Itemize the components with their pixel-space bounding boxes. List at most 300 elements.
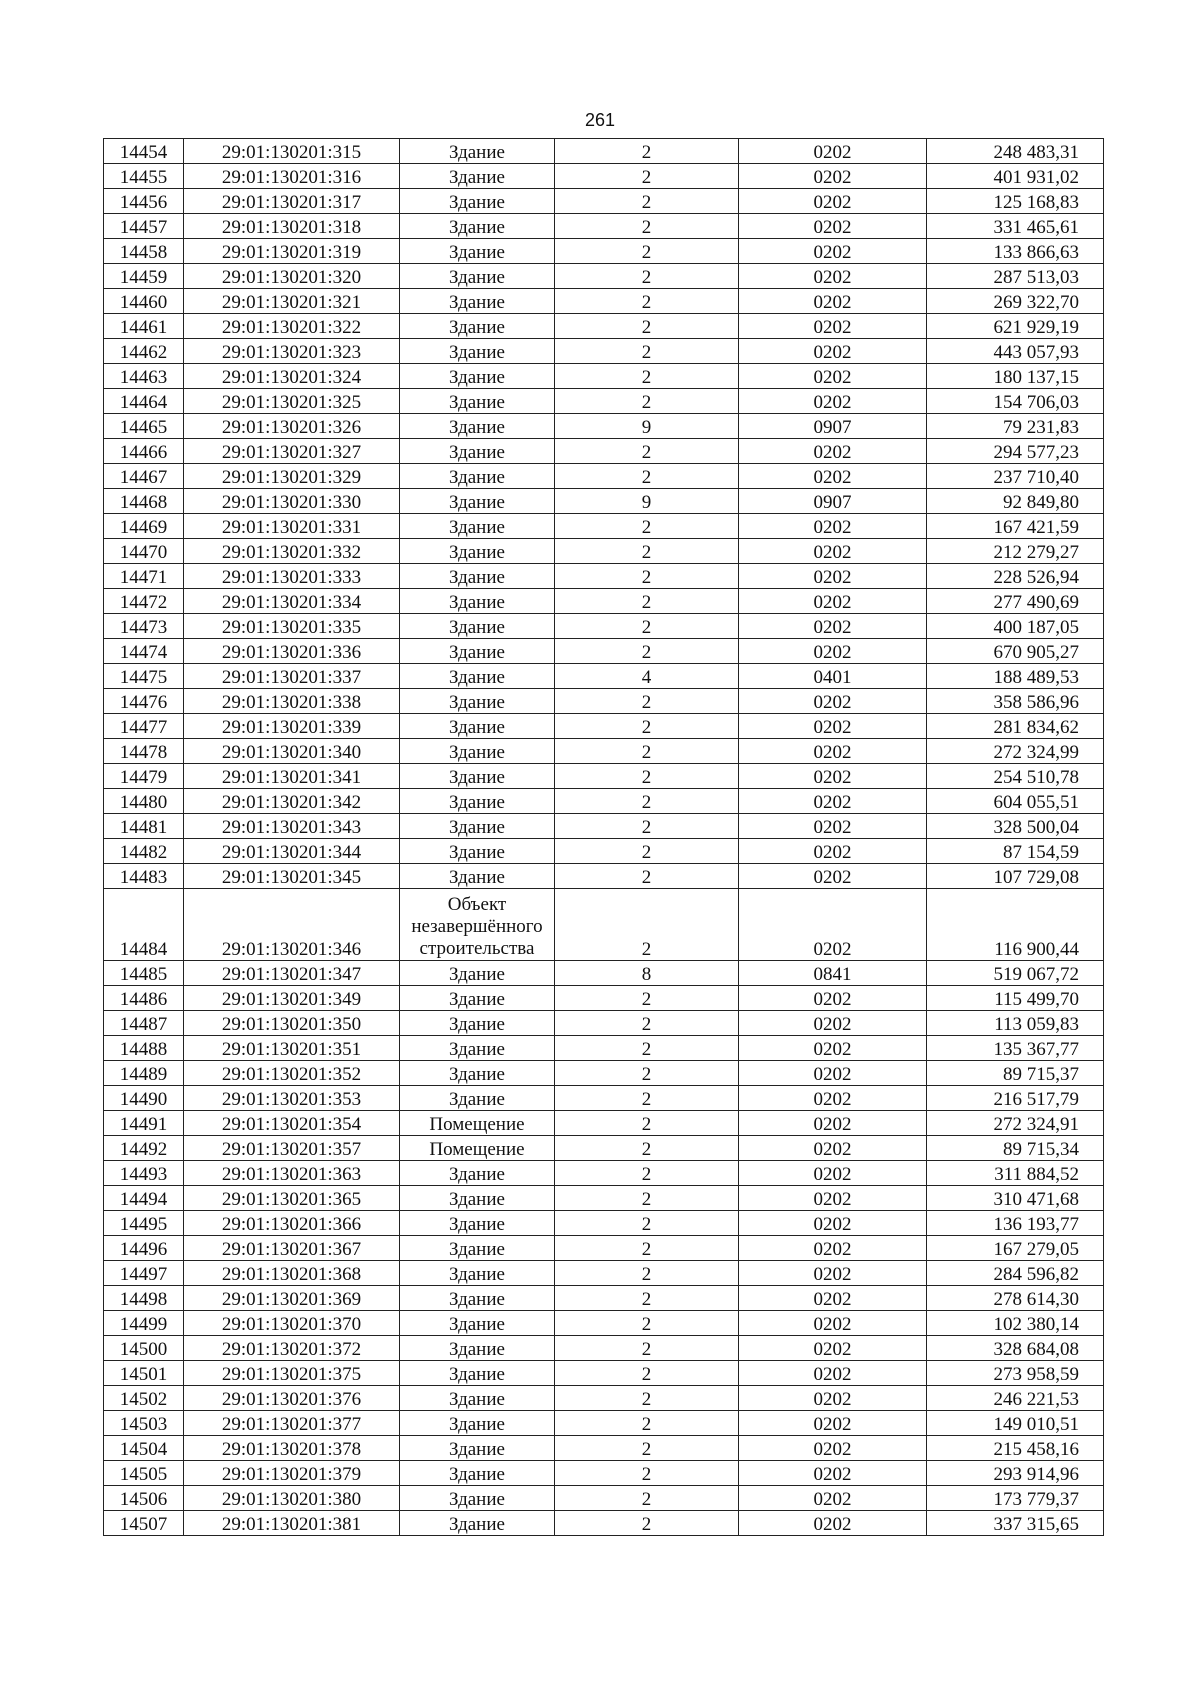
value-cell: 89 715,34 <box>927 1136 1104 1161</box>
value-cell: 248 483,31 <box>927 139 1104 164</box>
cadastral-number-cell: 29:01:130201:353 <box>184 1086 400 1111</box>
cadastral-number-cell: 29:01:130201:372 <box>184 1336 400 1361</box>
cadastral-number-cell: 29:01:130201:351 <box>184 1036 400 1061</box>
value-cell: 113 059,83 <box>927 1011 1104 1036</box>
code-cell: 0841 <box>739 961 927 986</box>
object-type-cell: Здание <box>400 639 555 664</box>
row-number-cell: 14487 <box>104 1011 184 1036</box>
group-cell: 2 <box>555 1161 739 1186</box>
table-row <box>104 164 1104 189</box>
object-type-cell: Здание <box>400 739 555 764</box>
row-number-cell: 14489 <box>104 1061 184 1086</box>
object-type-cell: Здание <box>400 1461 555 1486</box>
object-type-cell: Здание <box>400 239 555 264</box>
table-row <box>104 1036 1104 1061</box>
object-type-cell: Здание <box>400 564 555 589</box>
table-row <box>104 764 1104 789</box>
row-number-cell: 14468 <box>104 489 184 514</box>
row-number-cell: 14463 <box>104 364 184 389</box>
row-number-cell: 14458 <box>104 239 184 264</box>
cadastral-number-cell: 29:01:130201:340 <box>184 739 400 764</box>
table-row <box>104 689 1104 714</box>
code-cell: 0907 <box>739 489 927 514</box>
object-type-cell: Здание <box>400 1286 555 1311</box>
object-type-cell: Здание <box>400 214 555 239</box>
code-cell: 0202 <box>739 1186 927 1211</box>
table-row <box>104 464 1104 489</box>
group-cell: 2 <box>555 1236 739 1261</box>
row-number-cell: 14471 <box>104 564 184 589</box>
group-cell: 2 <box>555 1061 739 1086</box>
cadastral-number-cell: 29:01:130201:318 <box>184 214 400 239</box>
object-type-cell: Здание <box>400 1061 555 1086</box>
table-row <box>104 839 1104 864</box>
object-type-cell: Здание <box>400 814 555 839</box>
group-cell: 2 <box>555 1086 739 1111</box>
table-row <box>104 214 1104 239</box>
table-row <box>104 389 1104 414</box>
cadastral-number-cell: 29:01:130201:343 <box>184 814 400 839</box>
group-cell: 2 <box>555 1411 739 1436</box>
object-type-cell: Здание <box>400 1011 555 1036</box>
object-type-cell: Здание <box>400 589 555 614</box>
group-cell: 2 <box>555 139 739 164</box>
object-type-cell: Здание <box>400 1486 555 1511</box>
row-number-cell: 14502 <box>104 1386 184 1411</box>
table-row <box>104 1436 1104 1461</box>
group-cell: 2 <box>555 289 739 314</box>
cadastral-number-cell: 29:01:130201:324 <box>184 364 400 389</box>
code-cell: 0202 <box>739 986 927 1011</box>
table-row <box>104 1086 1104 1111</box>
cadastral-number-cell: 29:01:130201:344 <box>184 839 400 864</box>
object-type-cell: Здание <box>400 839 555 864</box>
code-cell: 0202 <box>739 1336 927 1361</box>
cadastral-number-cell: 29:01:130201:357 <box>184 1136 400 1161</box>
object-type-cell: Здание <box>400 189 555 214</box>
cadastral-number-cell: 29:01:130201:316 <box>184 164 400 189</box>
group-cell: 2 <box>555 1511 739 1536</box>
group-cell: 2 <box>555 339 739 364</box>
code-cell: 0202 <box>739 689 927 714</box>
value-cell: 215 458,16 <box>927 1436 1104 1461</box>
group-cell: 2 <box>555 739 739 764</box>
object-type-cell: Здание <box>400 414 555 439</box>
value-cell: 670 905,27 <box>927 639 1104 664</box>
value-cell: 284 596,82 <box>927 1261 1104 1286</box>
row-number-cell: 14469 <box>104 514 184 539</box>
object-type-cell: Здание <box>400 1311 555 1336</box>
row-number-cell: 14462 <box>104 339 184 364</box>
table-row <box>104 414 1104 439</box>
cadastral-number-cell: 29:01:130201:350 <box>184 1011 400 1036</box>
object-type-cell: Здание <box>400 1236 555 1261</box>
value-cell: 269 322,70 <box>927 289 1104 314</box>
table-row <box>104 1186 1104 1211</box>
row-number-cell: 14503 <box>104 1411 184 1436</box>
cadastral-number-cell: 29:01:130201:375 <box>184 1361 400 1386</box>
cadastral-number-cell: 29:01:130201:380 <box>184 1486 400 1511</box>
value-cell: 272 324,91 <box>927 1111 1104 1136</box>
code-cell: 0202 <box>739 1436 927 1461</box>
table-row <box>104 1011 1104 1036</box>
code-cell: 0202 <box>739 439 927 464</box>
object-type-cell: Здание <box>400 339 555 364</box>
row-number-cell: 14454 <box>104 139 184 164</box>
group-cell: 2 <box>555 889 739 961</box>
object-type-cell: Помещение <box>400 1136 555 1161</box>
object-type-cell: Здание <box>400 1186 555 1211</box>
group-cell: 2 <box>555 1386 739 1411</box>
table-row <box>104 1261 1104 1286</box>
group-cell: 2 <box>555 1286 739 1311</box>
cadastral-number-cell: 29:01:130201:379 <box>184 1461 400 1486</box>
table-row <box>104 589 1104 614</box>
row-number-cell: 14497 <box>104 1261 184 1286</box>
code-cell: 0202 <box>739 514 927 539</box>
object-type-cell: Здание <box>400 864 555 889</box>
row-number-cell: 14465 <box>104 414 184 439</box>
code-cell: 0401 <box>739 664 927 689</box>
object-type-cell: Здание <box>400 714 555 739</box>
cadastral-number-cell: 29:01:130201:327 <box>184 439 400 464</box>
row-number-cell: 14473 <box>104 614 184 639</box>
value-cell: 278 614,30 <box>927 1286 1104 1311</box>
code-cell: 0202 <box>739 1386 927 1411</box>
table-row <box>104 264 1104 289</box>
row-number-cell: 14456 <box>104 189 184 214</box>
table-row <box>104 1336 1104 1361</box>
page-number: 261 <box>584 110 616 130</box>
row-number-cell: 14479 <box>104 764 184 789</box>
value-cell: 443 057,93 <box>927 339 1104 364</box>
group-cell: 2 <box>555 1311 739 1336</box>
row-number-cell: 14470 <box>104 539 184 564</box>
value-cell: 287 513,03 <box>927 264 1104 289</box>
group-cell: 2 <box>555 1461 739 1486</box>
group-cell: 2 <box>555 164 739 189</box>
registry-table <box>103 138 1104 1536</box>
group-cell: 2 <box>555 789 739 814</box>
code-cell: 0202 <box>739 389 927 414</box>
table-row <box>104 1061 1104 1086</box>
table-row <box>104 439 1104 464</box>
row-number-cell: 14493 <box>104 1161 184 1186</box>
cadastral-number-cell: 29:01:130201:335 <box>184 614 400 639</box>
value-cell: 604 055,51 <box>927 789 1104 814</box>
value-cell: 328 684,08 <box>927 1336 1104 1361</box>
cadastral-number-cell: 29:01:130201:326 <box>184 414 400 439</box>
value-cell: 228 526,94 <box>927 564 1104 589</box>
code-cell: 0202 <box>739 1161 927 1186</box>
group-cell: 2 <box>555 864 739 889</box>
row-number-cell: 14482 <box>104 839 184 864</box>
table-row <box>104 1161 1104 1186</box>
group-cell: 2 <box>555 314 739 339</box>
group-cell: 2 <box>555 564 739 589</box>
row-number-cell: 14474 <box>104 639 184 664</box>
cadastral-number-cell: 29:01:130201:329 <box>184 464 400 489</box>
group-cell: 9 <box>555 489 739 514</box>
value-cell: 107 729,08 <box>927 864 1104 889</box>
cadastral-number-cell: 29:01:130201:323 <box>184 339 400 364</box>
cadastral-number-cell: 29:01:130201:368 <box>184 1261 400 1286</box>
code-cell: 0202 <box>739 1361 927 1386</box>
table-row <box>104 864 1104 889</box>
value-cell: 79 231,83 <box>927 414 1104 439</box>
object-type-cell: Здание <box>400 139 555 164</box>
cadastral-number-cell: 29:01:130201:317 <box>184 189 400 214</box>
table-row <box>104 814 1104 839</box>
row-number-cell: 14484 <box>104 889 184 961</box>
row-number-cell: 14505 <box>104 1461 184 1486</box>
table-row <box>104 289 1104 314</box>
code-cell: 0202 <box>739 889 927 961</box>
row-number-cell: 14490 <box>104 1086 184 1111</box>
cadastral-number-cell: 29:01:130201:319 <box>184 239 400 264</box>
code-cell: 0202 <box>739 1036 927 1061</box>
object-type-cell: Здание <box>400 464 555 489</box>
code-cell: 0202 <box>739 739 927 764</box>
cadastral-number-cell: 29:01:130201:349 <box>184 986 400 1011</box>
group-cell: 2 <box>555 1436 739 1461</box>
row-number-cell: 14491 <box>104 1111 184 1136</box>
object-type-cell: Здание <box>400 514 555 539</box>
code-cell: 0202 <box>739 764 927 789</box>
object-type-cell: Здание <box>400 539 555 564</box>
group-cell: 2 <box>555 639 739 664</box>
cadastral-number-cell: 29:01:130201:366 <box>184 1211 400 1236</box>
cadastral-number-cell: 29:01:130201:341 <box>184 764 400 789</box>
code-cell: 0202 <box>739 189 927 214</box>
row-number-cell: 14494 <box>104 1186 184 1211</box>
row-number-cell: 14483 <box>104 864 184 889</box>
object-type-cell: Здание <box>400 1411 555 1436</box>
table-row <box>104 339 1104 364</box>
object-type-cell: Здание <box>400 789 555 814</box>
code-cell: 0202 <box>739 1236 927 1261</box>
cadastral-number-cell: 29:01:130201:330 <box>184 489 400 514</box>
registry-table-body <box>104 139 1104 1536</box>
value-cell: 281 834,62 <box>927 714 1104 739</box>
cadastral-number-cell: 29:01:130201:354 <box>184 1111 400 1136</box>
code-cell: 0202 <box>739 264 927 289</box>
cadastral-number-cell: 29:01:130201:322 <box>184 314 400 339</box>
value-cell: 102 380,14 <box>927 1311 1104 1336</box>
code-cell: 0202 <box>739 1011 927 1036</box>
group-cell: 2 <box>555 1261 739 1286</box>
group-cell: 2 <box>555 464 739 489</box>
row-number-cell: 14476 <box>104 689 184 714</box>
cadastral-number-cell: 29:01:130201:320 <box>184 264 400 289</box>
code-cell: 0202 <box>739 239 927 264</box>
object-type-cell: Здание <box>400 1211 555 1236</box>
object-type-cell: Здание <box>400 1361 555 1386</box>
group-cell: 2 <box>555 214 739 239</box>
code-cell: 0202 <box>739 1311 927 1336</box>
cadastral-number-cell: 29:01:130201:332 <box>184 539 400 564</box>
code-cell: 0202 <box>739 1461 927 1486</box>
value-cell: 272 324,99 <box>927 739 1104 764</box>
group-cell: 2 <box>555 1486 739 1511</box>
group-cell: 2 <box>555 389 739 414</box>
cadastral-number-cell: 29:01:130201:342 <box>184 789 400 814</box>
cadastral-number-cell: 29:01:130201:365 <box>184 1186 400 1211</box>
group-cell: 2 <box>555 714 739 739</box>
table-row <box>104 514 1104 539</box>
code-cell: 0202 <box>739 589 927 614</box>
group-cell: 2 <box>555 1186 739 1211</box>
object-type-cell: Объект незавершённого строительства <box>400 889 555 961</box>
value-cell: 115 499,70 <box>927 986 1104 1011</box>
group-cell: 2 <box>555 986 739 1011</box>
cadastral-number-cell: 29:01:130201:325 <box>184 389 400 414</box>
row-number-cell: 14499 <box>104 1311 184 1336</box>
group-cell: 2 <box>555 1361 739 1386</box>
value-cell: 167 279,05 <box>927 1236 1104 1261</box>
code-cell: 0202 <box>739 1061 927 1086</box>
table-row <box>104 961 1104 986</box>
row-number-cell: 14504 <box>104 1436 184 1461</box>
value-cell: 254 510,78 <box>927 764 1104 789</box>
object-type-cell: Здание <box>400 289 555 314</box>
cadastral-number-cell: 29:01:130201:370 <box>184 1311 400 1336</box>
object-type-cell: Здание <box>400 689 555 714</box>
table-row <box>104 1361 1104 1386</box>
object-type-cell: Здание <box>400 961 555 986</box>
row-number-cell: 14500 <box>104 1336 184 1361</box>
code-cell: 0202 <box>739 814 927 839</box>
value-cell: 246 221,53 <box>927 1386 1104 1411</box>
row-number-cell: 14485 <box>104 961 184 986</box>
table-row <box>104 1486 1104 1511</box>
row-number-cell: 14496 <box>104 1236 184 1261</box>
table-row <box>104 664 1104 689</box>
row-number-cell: 14459 <box>104 264 184 289</box>
value-cell: 519 067,72 <box>927 961 1104 986</box>
row-number-cell: 14480 <box>104 789 184 814</box>
code-cell: 0202 <box>739 289 927 314</box>
group-cell: 2 <box>555 839 739 864</box>
code-cell: 0202 <box>739 639 927 664</box>
value-cell: 273 958,59 <box>927 1361 1104 1386</box>
object-type-cell: Здание <box>400 389 555 414</box>
row-number-cell: 14488 <box>104 1036 184 1061</box>
table-row <box>104 1411 1104 1436</box>
row-number-cell: 14478 <box>104 739 184 764</box>
row-number-cell: 14457 <box>104 214 184 239</box>
group-cell: 8 <box>555 961 739 986</box>
code-cell: 0202 <box>739 1111 927 1136</box>
cadastral-number-cell: 29:01:130201:369 <box>184 1286 400 1311</box>
cadastral-number-cell: 29:01:130201:321 <box>184 289 400 314</box>
table-row <box>104 364 1104 389</box>
cadastral-number-cell: 29:01:130201:376 <box>184 1386 400 1411</box>
code-cell: 0202 <box>739 1261 927 1286</box>
row-number-cell: 14486 <box>104 986 184 1011</box>
object-type-cell: Здание <box>400 1336 555 1361</box>
code-cell: 0202 <box>739 614 927 639</box>
value-cell: 358 586,96 <box>927 689 1104 714</box>
value-cell: 92 849,80 <box>927 489 1104 514</box>
cadastral-number-cell: 29:01:130201:346 <box>184 889 400 961</box>
code-cell: 0202 <box>739 139 927 164</box>
group-cell: 2 <box>555 764 739 789</box>
cadastral-number-cell: 29:01:130201:336 <box>184 639 400 664</box>
row-number-cell: 14466 <box>104 439 184 464</box>
value-cell: 216 517,79 <box>927 1086 1104 1111</box>
cadastral-number-cell: 29:01:130201:339 <box>184 714 400 739</box>
object-type-cell: Здание <box>400 1386 555 1411</box>
object-type-cell: Здание <box>400 364 555 389</box>
table-row <box>104 789 1104 814</box>
value-cell: 310 471,68 <box>927 1186 1104 1211</box>
code-cell: 0202 <box>739 1211 927 1236</box>
value-cell: 237 710,40 <box>927 464 1104 489</box>
group-cell: 2 <box>555 514 739 539</box>
table-row <box>104 1211 1104 1236</box>
group-cell: 2 <box>555 1136 739 1161</box>
code-cell: 0202 <box>739 1286 927 1311</box>
code-cell: 0202 <box>739 864 927 889</box>
group-cell: 2 <box>555 1336 739 1361</box>
row-number-cell: 14455 <box>104 164 184 189</box>
value-cell: 401 931,02 <box>927 164 1104 189</box>
code-cell: 0202 <box>739 564 927 589</box>
code-cell: 0202 <box>739 464 927 489</box>
table-row <box>104 489 1104 514</box>
cadastral-number-cell: 29:01:130201:367 <box>184 1236 400 1261</box>
value-cell: 133 866,63 <box>927 239 1104 264</box>
code-cell: 0202 <box>739 789 927 814</box>
row-number-cell: 14472 <box>104 589 184 614</box>
cadastral-number-cell: 29:01:130201:331 <box>184 514 400 539</box>
table-row <box>104 639 1104 664</box>
value-cell: 125 168,83 <box>927 189 1104 214</box>
object-type-cell: Здание <box>400 1511 555 1536</box>
cadastral-number-cell: 29:01:130201:378 <box>184 1436 400 1461</box>
table-row <box>104 1136 1104 1161</box>
code-cell: 0907 <box>739 414 927 439</box>
code-cell: 0202 <box>739 214 927 239</box>
table-row <box>104 314 1104 339</box>
table-row <box>104 614 1104 639</box>
code-cell: 0202 <box>739 714 927 739</box>
table-row <box>104 1111 1104 1136</box>
group-cell: 2 <box>555 1211 739 1236</box>
row-number-cell: 14477 <box>104 714 184 739</box>
table-row <box>104 739 1104 764</box>
cadastral-number-cell: 29:01:130201:363 <box>184 1161 400 1186</box>
object-type-cell: Здание <box>400 1161 555 1186</box>
value-cell: 188 489,53 <box>927 664 1104 689</box>
value-cell: 87 154,59 <box>927 839 1104 864</box>
object-type-cell: Здание <box>400 439 555 464</box>
table-row <box>104 889 1104 961</box>
code-cell: 0202 <box>739 1136 927 1161</box>
code-cell: 0202 <box>739 314 927 339</box>
value-cell: 621 929,19 <box>927 314 1104 339</box>
table-row <box>104 1386 1104 1411</box>
group-cell: 2 <box>555 239 739 264</box>
group-cell: 4 <box>555 664 739 689</box>
table-row <box>104 139 1104 164</box>
group-cell: 2 <box>555 264 739 289</box>
object-type-cell: Здание <box>400 1086 555 1111</box>
row-number-cell: 14501 <box>104 1361 184 1386</box>
object-type-cell: Здание <box>400 614 555 639</box>
row-number-cell: 14475 <box>104 664 184 689</box>
